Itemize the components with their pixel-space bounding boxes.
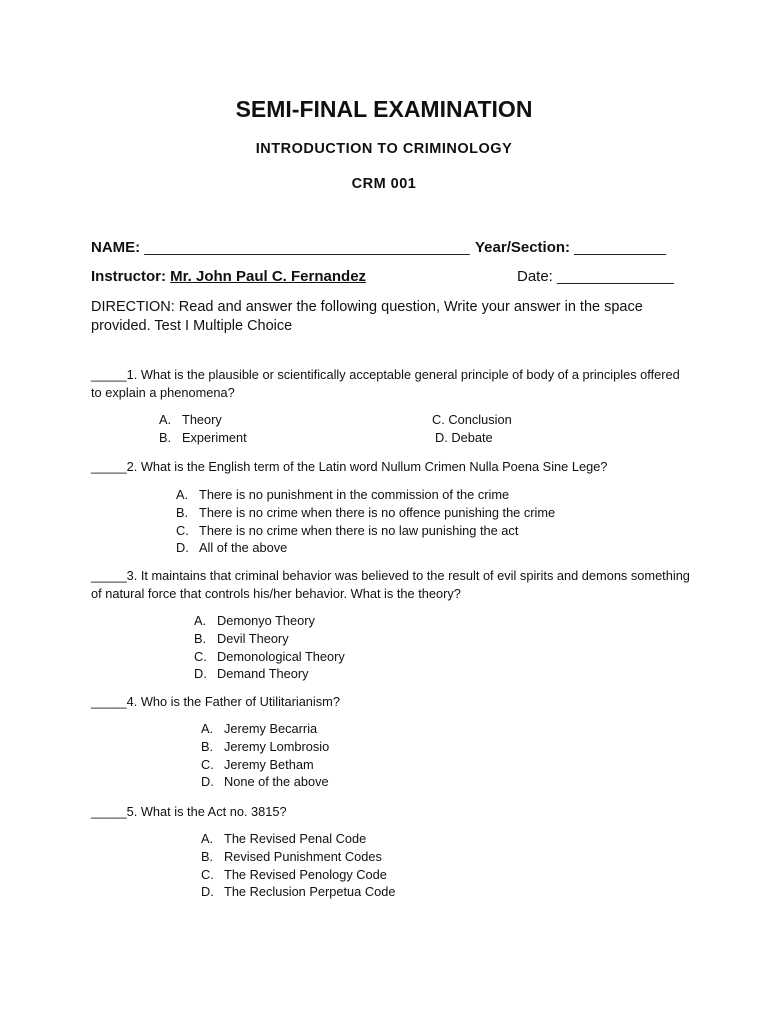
subject-title: INTRODUCTION TO CRIMINOLOGY [255,141,513,157]
option-letter: C. [176,522,189,538]
name-blank: _______________________________________ [144,239,470,256]
q2-options [176,486,555,557]
option-text: Demonyo Theory [217,613,315,628]
option-letter: D. [176,540,189,556]
year-section-field [475,239,666,256]
year-section-blank: ___________ [574,239,666,256]
option-letter: C. [201,866,214,882]
q4-option-a [201,720,329,738]
q2-option-d [176,539,555,557]
date-blank: ______________ [557,268,674,285]
q4-option-b [201,738,329,756]
course-code: CRM 001 [351,176,417,192]
q4-option-d [201,773,329,791]
option-letter: B. [201,848,214,864]
q3-options [194,612,345,683]
option-text: Conclusion [448,412,512,427]
q5-option-b [201,848,395,866]
option-text: Revised Punishment Codes [224,848,382,864]
q1-option-d [435,429,493,447]
option-text: There is no crime when there is no law punishing the act [199,522,519,538]
question-5: _____5. What is the Act no. 3815? [91,804,287,819]
instructor-name: Mr. John Paul C. Fernandez [170,268,367,285]
option-text: There is no punishment in the commission of the crime [199,487,510,502]
option-text: Demonological Theory [217,648,345,664]
q5-option-a [201,830,395,848]
option-letter: D. [435,430,448,445]
option-text: Experiment [182,430,247,445]
q3-option-a [194,612,345,630]
option-text: Jeremy Betham [224,756,314,772]
option-letter: A. [201,721,214,736]
question-3: _____3. It maintains that criminal behavior was believed to the result of evil spirits and demons something of natural force that controls his/her behavior. What is the theory? [91,568,690,601]
q4-option-c [201,756,329,774]
option-text: Demand Theory [217,666,309,682]
instructor-field [91,268,366,285]
question-2: _____2. What is the English term of the Latin word Nullum Crimen Nulla Poena Sine Lege? [91,459,608,474]
q4-options [201,720,329,791]
date-label: Date: [517,268,553,285]
option-letter: B. [159,430,172,445]
option-text: The Reclusion Perpetua Code [224,884,396,900]
q3-option-c [194,648,345,666]
option-text: There is no crime when there is no offence punishing the crime [199,504,556,520]
option-letter: D. [201,884,214,900]
q1-option-a [159,411,222,429]
q2-option-a [176,486,555,504]
question-1: _____1. What is the plausible or scientifically acceptable general principle of body of a principles offered to explain a phenomena? [91,367,680,400]
q1-option-c [432,411,512,429]
q5-options [201,830,395,901]
option-letter: C. [194,648,207,664]
option-letter: B. [201,738,214,754]
option-letter: A. [176,487,189,502]
exam-title: SEMI-FINAL EXAMINATION [235,96,533,122]
question-4: _____4. Who is the Father of Utilitarianism? [91,694,340,709]
option-letter: D. [194,666,207,682]
option-text: Devil Theory [217,630,289,646]
option-letter: C. [201,756,214,772]
direction-text: DIRECTION: Read and answer the following question, Write your answer in the space provided. Test I Multiple Choice [91,299,643,334]
option-letter: A. [194,613,207,628]
option-letter: B. [176,504,189,520]
option-letter: C. [432,412,445,427]
name-label: NAME: [91,239,141,256]
q3-option-b [194,630,345,648]
option-letter: D. [201,774,214,790]
option-text: Debate [451,430,493,445]
q2-option-b [176,504,555,522]
option-letter: A. [201,831,214,846]
option-text: The Revised Penal Code [224,831,367,846]
year-section-label: Year/Section: [475,239,571,256]
option-text: Jeremy Lombrosio [224,738,330,754]
option-text: Theory [182,412,222,427]
instructor-label: Instructor: [91,268,166,285]
option-text: Jeremy Becarria [224,721,318,736]
q1-option-b [159,429,247,447]
q5-option-d [201,883,395,901]
option-text: The Revised Penology Code [224,866,387,882]
q3-option-d [194,665,345,683]
option-text: All of the above [199,540,288,556]
q2-option-c [176,522,555,540]
option-text: None of the above [224,774,329,790]
date-field [517,268,674,285]
option-letter: A. [159,412,172,427]
q5-option-c [201,866,395,884]
name-field [91,239,470,256]
option-letter: B. [194,630,207,646]
